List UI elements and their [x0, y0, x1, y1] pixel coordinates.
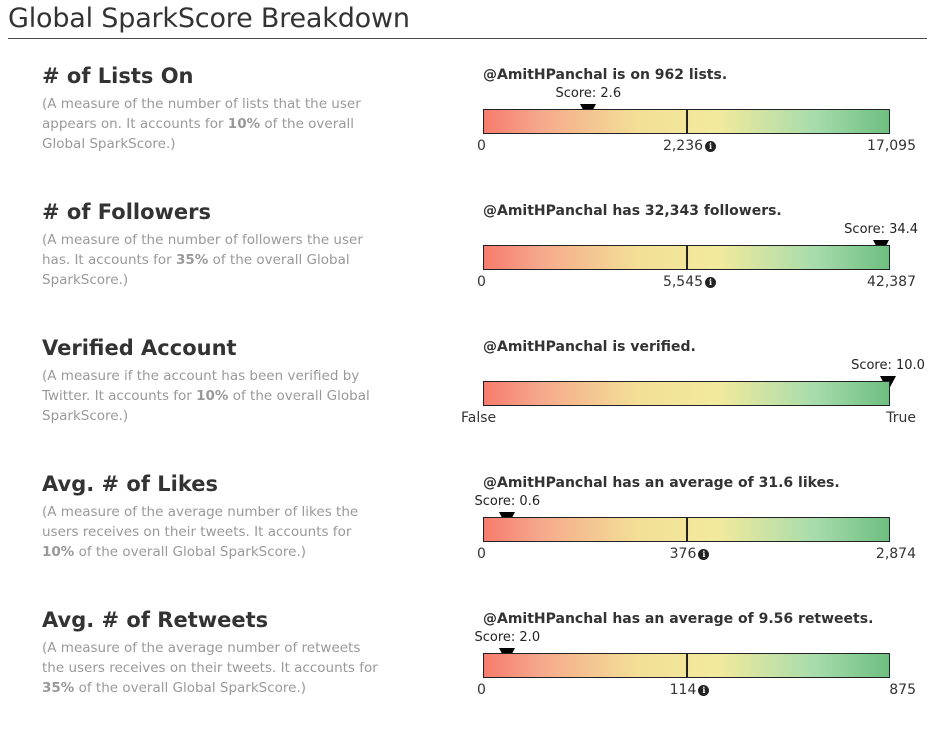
metric-section-likes	[0, 470, 937, 602]
score-gauge	[483, 109, 890, 134]
gauge-max-label: 875	[889, 682, 916, 698]
metric-weight: 35%	[42, 680, 75, 696]
metric-weight: 10%	[42, 544, 75, 560]
metric-description: (A measure of the number of followers the user has. It accounts for 35% of the overall Global SparkScore.)	[42, 232, 363, 288]
metric-title: # of Lists On	[42, 64, 194, 88]
info-icon[interactable]: i	[705, 277, 716, 288]
metric-description: (A measure of the average number of likes the users receives on their tweets. It accounts for 10% of the overall Global SparkScore.)	[42, 504, 359, 560]
gauge-mid-tick	[686, 246, 688, 269]
metric-description: (A measure if the account has been verified by Twitter. It accounts for 10% of the overall Global SparkScore.)	[42, 368, 370, 424]
gauge-min-label: 0	[477, 546, 486, 562]
score-gauge	[483, 653, 890, 678]
gauge-min-label: 0	[477, 682, 486, 698]
gauge-mid-tick	[686, 518, 688, 541]
info-icon[interactable]: i	[698, 685, 709, 696]
gauge-mid-tick	[686, 110, 688, 133]
metric-title: Verified Account	[42, 336, 237, 360]
score-gauge	[483, 517, 890, 542]
gauge-max-label: 17,095	[867, 138, 916, 154]
metric-stat: @AmitHPanchal is on 962 lists.	[483, 67, 728, 83]
metric-weight: 10%	[227, 116, 261, 132]
score-gauge	[483, 245, 890, 270]
metric-section-verified	[0, 334, 937, 466]
metric-stat: @AmitHPanchal has 32,343 followers.	[483, 203, 782, 219]
gauge-min-label: False	[461, 410, 497, 426]
gauge-mid-tick	[686, 654, 688, 677]
metric-title: # of Followers	[42, 200, 212, 224]
metric-stat: @AmitHPanchal has an average of 31.6 likes.	[483, 475, 840, 491]
metric-section-retweets	[0, 606, 937, 738]
metric-weight: 35%	[175, 252, 209, 268]
metric-title: Avg. # of Retweets	[42, 608, 269, 632]
gauge-max-label: 42,387	[867, 274, 916, 290]
metric-weight: 10%	[196, 388, 229, 404]
gauge-mid-label: 5,545 i	[663, 273, 716, 291]
score-label: Score: 2.6	[555, 86, 622, 101]
metric-title: Avg. # of Likes	[42, 472, 219, 496]
metric-description: (A measure of the average number of retweets the users receives on their tweets. It accounts for 35% of the overall Global SparkScore.)	[42, 640, 378, 696]
gauge-mid-label: 376 i	[670, 545, 710, 563]
gauge-mid-label: 2,236 i	[663, 137, 716, 155]
score-label: Score: 34.4	[844, 222, 919, 237]
score-gauge	[483, 381, 890, 406]
title-divider	[8, 38, 927, 39]
page-title: Global SparkScore Breakdown	[8, 3, 410, 34]
gauge-min-label: 0	[477, 274, 486, 290]
metric-section-lists	[0, 62, 937, 194]
gauge-max-label: 2,874	[875, 546, 916, 562]
gauge-mid-label: 114 i	[670, 681, 710, 699]
gauge-max-label: True	[886, 410, 916, 426]
metric-section-followers	[0, 198, 937, 330]
metric-stat: @AmitHPanchal has an average of 9.56 retweets.	[483, 611, 874, 627]
gauge-min-label: 0	[477, 138, 486, 154]
metric-description: (A measure of the number of lists that the user appears on. It accounts for 10% of the overall Global SparkScore.)	[42, 96, 361, 152]
score-label: Score: 0.6	[474, 494, 541, 509]
score-label: Score: 10.0	[851, 358, 925, 373]
metric-stat: @AmitHPanchal is verified.	[483, 339, 696, 355]
info-icon[interactable]: i	[705, 141, 716, 152]
score-label: Score: 2.0	[474, 630, 541, 645]
info-icon[interactable]: i	[698, 549, 709, 560]
